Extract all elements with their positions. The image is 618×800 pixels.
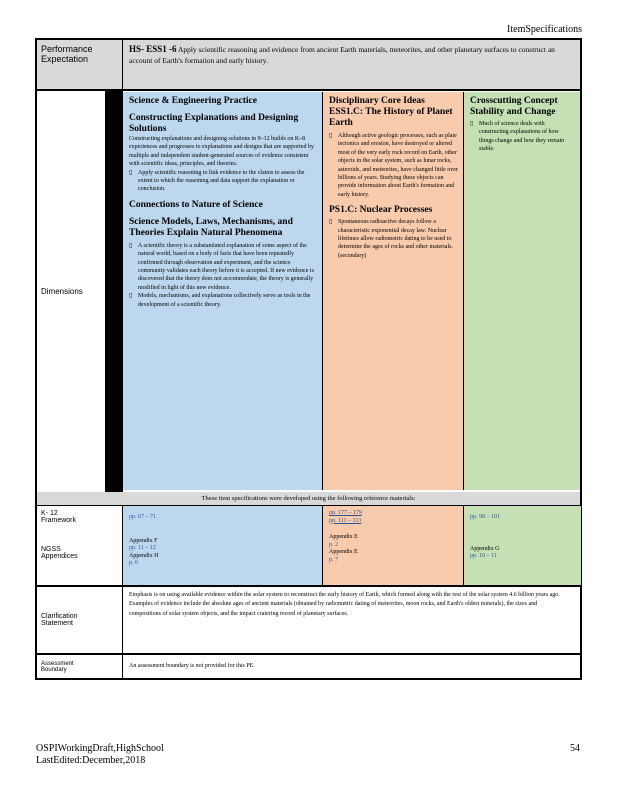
footer [36, 743, 164, 767]
dimensions-row [37, 90, 580, 493]
pe-label: Performance Expectation [37, 40, 123, 89]
header-title: ItemSpecifications [507, 24, 582, 35]
dci-k12-link-2[interactable]: pp. 111 – 113 [329, 517, 362, 524]
pe-text [129, 44, 569, 66]
ccc-references [463, 506, 581, 585]
dci-sub1: ESS1.C: The History of Planet Earth [329, 107, 453, 128]
dci-column [322, 92, 464, 490]
clarification-label-text: Clarification Statement [41, 613, 78, 627]
ccc-column [463, 92, 580, 490]
ccc-sub1: Stability and Change [470, 107, 556, 117]
sep-appendix-2: Appendix H [129, 552, 159, 559]
references-label [37, 506, 123, 585]
assessment-boundary-row [37, 655, 580, 678]
dci-sub2: PS1.C: Nuclear Processes [329, 205, 433, 216]
footer-line-2: LastEdited:December,2018 [36, 755, 146, 766]
sep-title: Science & Engineering Practice [129, 96, 257, 106]
dimensions-label-text: Dimensions [41, 286, 83, 296]
sep-column [123, 92, 322, 490]
sep-bullet-1: ▯ Apply scientific reasoning to link evidence to the claims to assess the extent to which the reasoning and data support the explanation or conclusion. [129, 169, 305, 193]
sep-references [123, 506, 322, 585]
ccc-k12-pages: pp. 98 – 101 [470, 514, 500, 520]
dci-title: Disciplinary Core Ideas [329, 96, 425, 106]
dci-bullet-1: ▯ Although active geologic processes, such as plate tectonics and erosion, have destroyed or altered most of the very early rock record on Earth, other objects in the solar system, such as lunar rocks, asteroids, and meteorites, have changed little over billions of years. Studying these objects can provide information about Earth's formation and early history. [329, 133, 458, 198]
performance-expectation-row [37, 40, 580, 91]
sep-bullet-2: ▯ A scientific theory is a substantiated explanation of some aspect of the natural world, based on a body of facts that have been repeatedly confirmed through observation and experiment, and the science community validates each theory before it is accepted. If new evidence is discovered that the theory does not accommodate, the theory is generally modified in light of this new evidence. [129, 242, 314, 291]
pe-description: Apply scientific reasoning and evidence from ancient Earth materials, meteorites, and other planetary surfaces to construct an account of Earth's formation and early history. [129, 45, 555, 65]
sep-sub3: Science Models, Laws, Mechanisms, and Theories Explain Natural Phenomena [129, 216, 293, 238]
pe-code: HS- ESS1 -6 [129, 44, 177, 54]
sep-appendix-2-pages: p. 6 [129, 560, 138, 566]
reference-banner: These item specifications were developed using the following reference materials: [37, 492, 580, 506]
sep-bullet-3: ▯ Models, mechanisms, and explanations collectively serve as tools in the development of a scientific theory. [129, 293, 311, 308]
ccc-title: Crosscutting Concept [470, 96, 558, 106]
assessment-label-text: Assessment Boundary [41, 660, 74, 673]
specification-table [35, 38, 582, 680]
clarification-row [37, 587, 580, 655]
assessment-text: An assessment boundary is not provided for this PE. [129, 663, 255, 669]
sep-appendix-1-pages: pp. 11 – 12 [129, 545, 156, 551]
dci-bullet-2: ▯ Spontaneous radioactive decays follow a characteristic exponential decay law. Nuclear lifetimes allow radiometric dating to be used to determine the ages of rocks and other materials. (secondary) [329, 219, 453, 259]
sep-sub2: Connections to Nature of Science [129, 199, 263, 210]
dci-k12-link-1[interactable]: pp. 177 – 179 [329, 510, 362, 516]
ccc-bullet-1: ▯ Much of science deals with constructing explanations of how things change and how they remain stable. [470, 121, 565, 153]
dci-appendix-2: Appendix E [329, 549, 358, 555]
assessment-label [37, 655, 123, 678]
sep-p1: Constructing explanations and designing solutions in 9–12 builds on K–8 experiences and progresses to explanations and designs that are supported by multiple and independent student-generated sources of evidence consistent with scientific ideas, principles, and theories. [129, 136, 314, 168]
k12-label: K- 12 Framework [41, 510, 77, 524]
ccc-appendix: Appendix G [470, 545, 500, 552]
clarification-text: Emphasis is on using available evidence within the solar system to reconstruct the early history of Earth, which formed along with the rest of the solar system 4.6 billion years ago. Examples of evidence include the absolute ages of ancient materials (obtained by radiometric dating of meteorites, moon rocks, and Earth's oldest minerals), the sizes and compositions of solar system objects, and the impact cratering record of planetary surfaces. [129, 592, 560, 617]
page-number: 54 [570, 743, 580, 754]
sep-appendix-1: Appendix F [129, 537, 158, 544]
references-row [37, 506, 580, 587]
sep-sub1: Constructing Explanations and Designing Solutions [129, 113, 299, 134]
ccc-appendix-pages: pp. 10 – 11 [470, 553, 497, 559]
dci-references [322, 506, 464, 585]
black-bar [105, 90, 122, 492]
sep-k12-pages: pp. 67 – 71 [129, 514, 156, 520]
ngss-label: NGSS Appendices [41, 546, 78, 560]
dci-appendix-2-pages: p. 7 [329, 556, 338, 563]
dci-appendix-1-pages: p. 2 [329, 541, 338, 548]
footer-line-1: OSPIWorkingDraft,HighSchool [36, 743, 164, 754]
clarification-label [37, 587, 123, 653]
dci-appendix-1: Appendix E [329, 534, 358, 540]
